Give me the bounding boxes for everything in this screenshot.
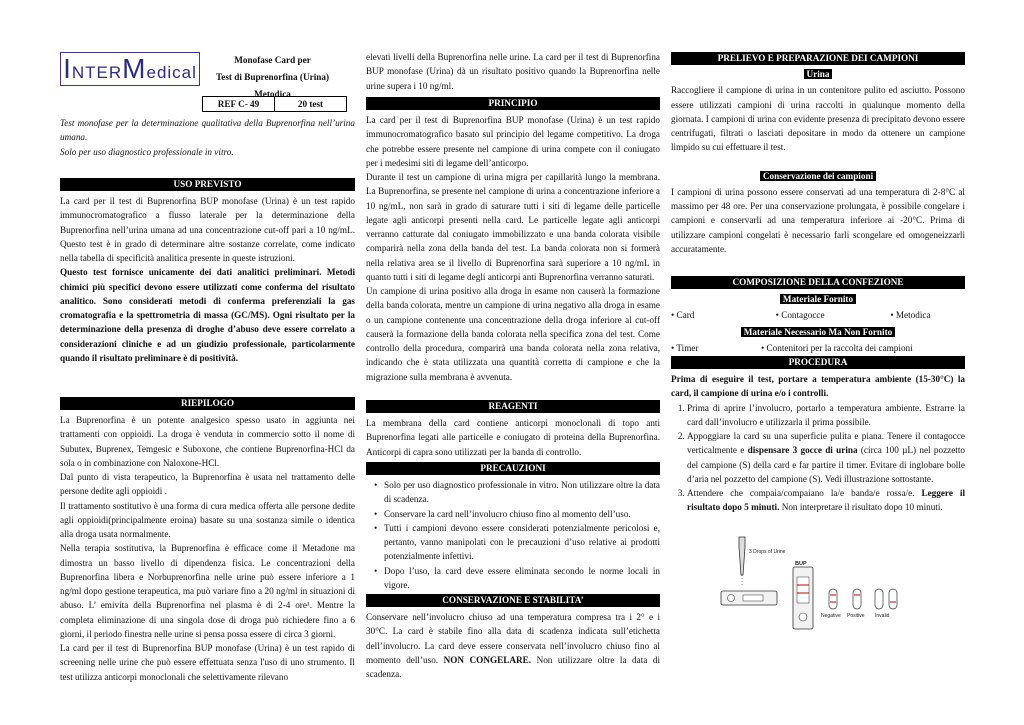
ref-box (202, 96, 347, 112)
materiale-fornito-list (671, 308, 965, 322)
step-2-text-a: Appoggiare la card su una superficie pulita e piana. Tenere il contagocce verticalmente e (687, 431, 965, 456)
materiale-fornito-item-label: Card (676, 310, 695, 321)
materiale-fornito-sub (671, 292, 965, 306)
step-3-text-b: Leggere il risultato dopo 5 minuti. (687, 488, 965, 513)
prelievo-heading: PRELIEVO E PREPARAZIONE DEI CAMPIONI (671, 52, 965, 65)
procedure-illustration (719, 535, 919, 635)
materiale-non-fornito-item: • Contenitori per la raccolta dei campioni (761, 342, 913, 353)
conservazione-tail: Non utilizzare oltre la data di scadenza. (366, 654, 661, 679)
prelievo-sub-conservazione (671, 169, 965, 183)
procedura-heading: PROCEDURA (671, 356, 965, 369)
conservazione-body: Conservare nell’involucro chiuso ad una temperatura compresa tra i 2° e i 30°C. La card è stabile fino alla data di scadenza indicata sull’etichetta dell’involucro. La card deve essere conservata nell’involucro chiuso fino al momento dell’uso. (366, 612, 660, 665)
reagenti-section (366, 400, 660, 459)
procedura-step-3 (687, 486, 965, 515)
materiale-fornito-item-label: Contagocce (781, 310, 825, 321)
step-3-text-c: Non interpretare il risultato dopo 10 minuti. (781, 502, 943, 513)
intro-line-2: Solo per uso diagnostico professionale in vitro. (60, 146, 234, 157)
intro-block (60, 116, 355, 159)
precauzioni-section (366, 462, 660, 592)
procedura-steps (671, 401, 965, 515)
procedura-step-2 (687, 429, 965, 486)
uso-previsto-bold-text: Questo test fornisce unicamente dei dati analitici preliminari. Metodi chimici più specifici devono essere utilizzati come conferma del risultato analitico. Sono considerati metodi di conferma preferenziali la gas cromatografia e la spettrometria di massa (GC/MS). Ogni risultato per la determinazione della presenza di droghe d’abuso deve essere correlato a considerazioni cliniche e ad un giudizio professionale, particolarmente quando il risultato preliminare è di positività. (60, 267, 355, 363)
prelievo-sub-conservazione-label: Conservazione dei campioni (760, 171, 876, 181)
conservazione-heading: CONSERVAZIONE E STABILITA’ (366, 594, 660, 607)
ref-label: REF C- 49 (203, 97, 275, 111)
result-positive-icon (853, 589, 861, 609)
principio-p1: La card per il test di Buprenorfina BUP monofase (Urina) è un test rapido immunocromatografico basato sul principio del legame competitivo. La droga che potrebbe essere presente nel campione di urina compete con il coniugato per i medesimi siti di legame dell’anticorpo. (366, 115, 660, 168)
precauzioni-heading: PRECAUZIONI (366, 462, 660, 475)
conservazione-text (366, 610, 660, 681)
materiale-fornito-item: • Metodica (890, 310, 931, 321)
precauzioni-item: • Conservare la card nell’involucro chiuso fino al momento dell’uso. (376, 507, 660, 521)
reagenti-text: La membrana della card contiene anticorpi monoclonali di topo anti Buprenorfina legati alle particelle e coniugato di proteina della Buprenorfina. Anticorpi di capra sono utilizzati per la banda di controllo. (366, 418, 660, 457)
procedura-section (671, 356, 965, 515)
title-line-3: Metodica (254, 89, 291, 99)
vertical-card-icon (793, 567, 813, 629)
riepilogo-p4: Nella terapia sostitutiva, la Buprenorfina è efficace come il Metadone ma dimostra un basso livello di dipendenza fisica. Le concentrazioni della Buprenorfina libera e Norbuprenorfina nelle urine può essere inferiore a 1 ng/ml dopo gestione terapeutica, ma può variare fino a 20 ng/ml in situazioni di abuso. L’ emivita della Buprenorfina nel plasma è di 2-4 ore¹. Mentre la completa eliminazione di una singola dose di droga può richiedere fino a 6 giorni, il periodo finestra nelle urine si pensa possa essere di circa 3 giorni. (60, 543, 355, 639)
prelievo-section (671, 52, 965, 256)
result-negative-icon (829, 589, 837, 609)
materiale-non-fornito-item-label: Contenitori per la raccolta dei campioni (766, 342, 913, 353)
riepilogo-p2: Dal punto di vista terapeutico, la Buprenorfina è usata nel trattamento delle persone dedite agli oppioidi . (60, 472, 355, 497)
step-2-text-c: (circa 100 µL) nel pozzetto del campione (S) della card e far partire il timer. Evitare di inglobare bolle d’aria nel pozzetto del campione (S). Vedi illustrazione sottostante. (687, 445, 965, 484)
prelievo-text-1: Raccogliere il campione di urina in un contenitore pulito ed asciutto. Possono essere utilizzati campioni di urina raccolti in qualunque momento della giornata. I campioni di urina con evidente presenza di precipitato devono essere centrifugati, filtrati o lasciati depositare in modo da ottenere un campione limpido su cui effettuare il test. (671, 85, 965, 153)
materiale-fornito-item: • Card (671, 310, 695, 321)
materiale-non-fornito-item-label: Timer (676, 342, 699, 353)
riepilogo-p3: Il trattamento sostitutivo è una forma di cura medica offerta alle persone dedite agli oppioidi(principalmente eroina) basate su una sostanza simile o identica alla droga usata normalmente. (60, 500, 355, 539)
conservazione-section (366, 594, 660, 681)
materiale-non-fornito-label: Materiale Necessario Ma Non Fornito (741, 327, 896, 337)
col2-continued-text: elevati livelli della Buprenorfina nelle urine. La card per il test di Buprenorfina BUP monofase (Urina) dà un risultato positivo quando la Buprenorfina nelle urine supera i 10 ng/ml. (366, 52, 660, 91)
composizione-heading: COMPOSIZIONE DELLA CONFEZIONE (671, 276, 965, 289)
principio-p2: Durante il test un campione di urina migra per capillarità lungo la membrana. La Buprenorfina, se presente nel campione di urina a concentrazione inferiore a 10 ng/mL, non sarà in grado di saturare tutti i siti di legame delle particelle legate agli anticorpi presenti nella card. Le particelle legate agli anticorpi verranno catturate dal coniugato immobilizzato e una banda colorata visibile comparirà nella zona della banda del test. La banda colorata non si formerà nella relativa area se il livello di Buprenorfina sarà superiore a 10 ng/mL in quanto tutti i siti di legame degli anticorpi anti Buprenorfina verranno saturati. (366, 172, 660, 282)
step-2-text-b: dispensare 3 gocce di urina (747, 445, 858, 456)
materiale-fornito-item-label: Metodica (895, 310, 931, 321)
conservazione-warning: NON CONGELARE. (443, 654, 532, 665)
prelievo-sub-urina (671, 67, 965, 81)
drops-label: 3 Drops of Urine (749, 549, 786, 555)
prelievo-text-2: I campioni di urina possono essere conservati ad una temperatura di 2-8°C al massimo per 48 ore. Per una conservazione prolungata, è possibile congelare i campioni e conservarli ad una temperatura inferiore ai -20°C. Prima di utilizzare campioni congelati è necessario farli scongelare ed omogeneizzarli accuratamente. (671, 186, 965, 254)
principio-p3: Un campione di urina positivo alla droga in esame non causerà la formazione della banda colorata, mentre un campione di urina negativo alla droga in esame o un campione contenente una concentrazione della droga inferiore al cut-off causerà la formazione della banda colorata nella specifica zona del test. Come controllo della procedura, comparirà una banda colorata nella zona relativa, indicando che è stata utilizzata una quantità corretta di campione e che la migrazione sulla membrana è avvenuta. (366, 286, 660, 382)
materiale-non-fornito-item: • Timer (671, 342, 699, 353)
riepilogo-heading: RIEPILOGO (60, 397, 355, 410)
uso-previsto-text: La card per il test di Buprenorfina BUP monofase (Urina) è un test rapido immunocromatografico a flusso laterale per la determinazione della Buprenorfina nell’urina umana ad una concentrazione cut-off pari a 10 ng/mL. Questo test è in grado di determinare altre sostanze correlate, come indicato nella tabella di specificità analitica presente in queste istruzioni. (60, 196, 355, 263)
uso-previsto-heading: USO PREVISTO (60, 178, 355, 191)
intro-line-1: Test monofase per la determinazione qualitativa della Buprenorfina nell’urina umana. (60, 118, 355, 143)
intermedical-logo (60, 52, 200, 86)
title-line-1: Monofase Card per (234, 55, 311, 65)
materiale-non-fornito-sub (671, 325, 965, 339)
logo-text: INTERMedical (63, 53, 197, 85)
materiale-fornito-label: Materiale Fornito (780, 294, 856, 304)
riepilogo-section (60, 397, 355, 684)
precauzioni-list (366, 478, 660, 592)
card-label: BUP (795, 561, 807, 567)
prelievo-sub-urina-label: Urina (804, 69, 833, 79)
result-label-invalid: Invalid (875, 613, 890, 619)
principio-section (366, 97, 660, 384)
ref-count: 20 test (297, 99, 324, 109)
precauzioni-item: • Dopo l’uso, la card deve essere eliminata secondo le norme locali in vigore. (376, 564, 660, 593)
procedura-intro: Prima di eseguire il test, portare a temperatura ambiente (15-30°C) la card, il campione di urina e/o i controlli. (671, 374, 965, 399)
riepilogo-p5: La card per il test di Buprenorfina BUP monofase (Urina) è un test rapido di screening nelle urine che può essere effettuata senza l'uso di uno strumento. Il test utilizza anticorpi monoclonali che selettivamente rilevano (60, 643, 355, 682)
result-label-positive: Positive (847, 613, 865, 619)
procedura-step-1: 1. Prima di aprire l’involucro, portarlo a temperatura ambiente. Estrarre la card dall’involucro e utilizzarla il prima possibile. (687, 401, 965, 430)
title-line-2: Test di Buprenorfina (Urina) (215, 72, 330, 82)
materiale-non-fornito-list (671, 341, 965, 355)
principio-heading: PRINCIPIO (366, 97, 660, 110)
precauzioni-item: • Tutti i campioni devono essere considerati potenzialmente pericolosi e, pertanto, vanno manipolati con le precauzioni d’uso relative ai prodotti potenzialmente infettivi. (376, 521, 660, 564)
precauzioni-item: • Solo per uso diagnostico professionale in vitro. Non utilizzare oltre la data di scadenza. (376, 478, 660, 507)
result-label-negative: Negative (821, 613, 841, 619)
result-invalid-icon (875, 589, 897, 609)
uso-previsto-section (60, 178, 355, 365)
dropper-icon (739, 537, 745, 585)
test-card-icon (721, 591, 777, 605)
composizione-section (671, 276, 965, 355)
riepilogo-p1: La Buprenorfina è un potente analgesico spesso usato in aggiunta nei trattamenti con oppioidi. La droga è venduta in commercio sotto il nome di Subutex, Buprenex, Temgesic e Suboxone, che contiene Buprenorfina-HCl da sola o in combinazione con Naloxone-HCl. (60, 415, 355, 468)
reagenti-heading: REAGENTI (366, 400, 660, 413)
materiale-fornito-item: • Contagocce (775, 310, 825, 321)
step-3-text-a: Attendere che compaia/compaiano la/e banda/e rossa/e. (687, 488, 915, 498)
